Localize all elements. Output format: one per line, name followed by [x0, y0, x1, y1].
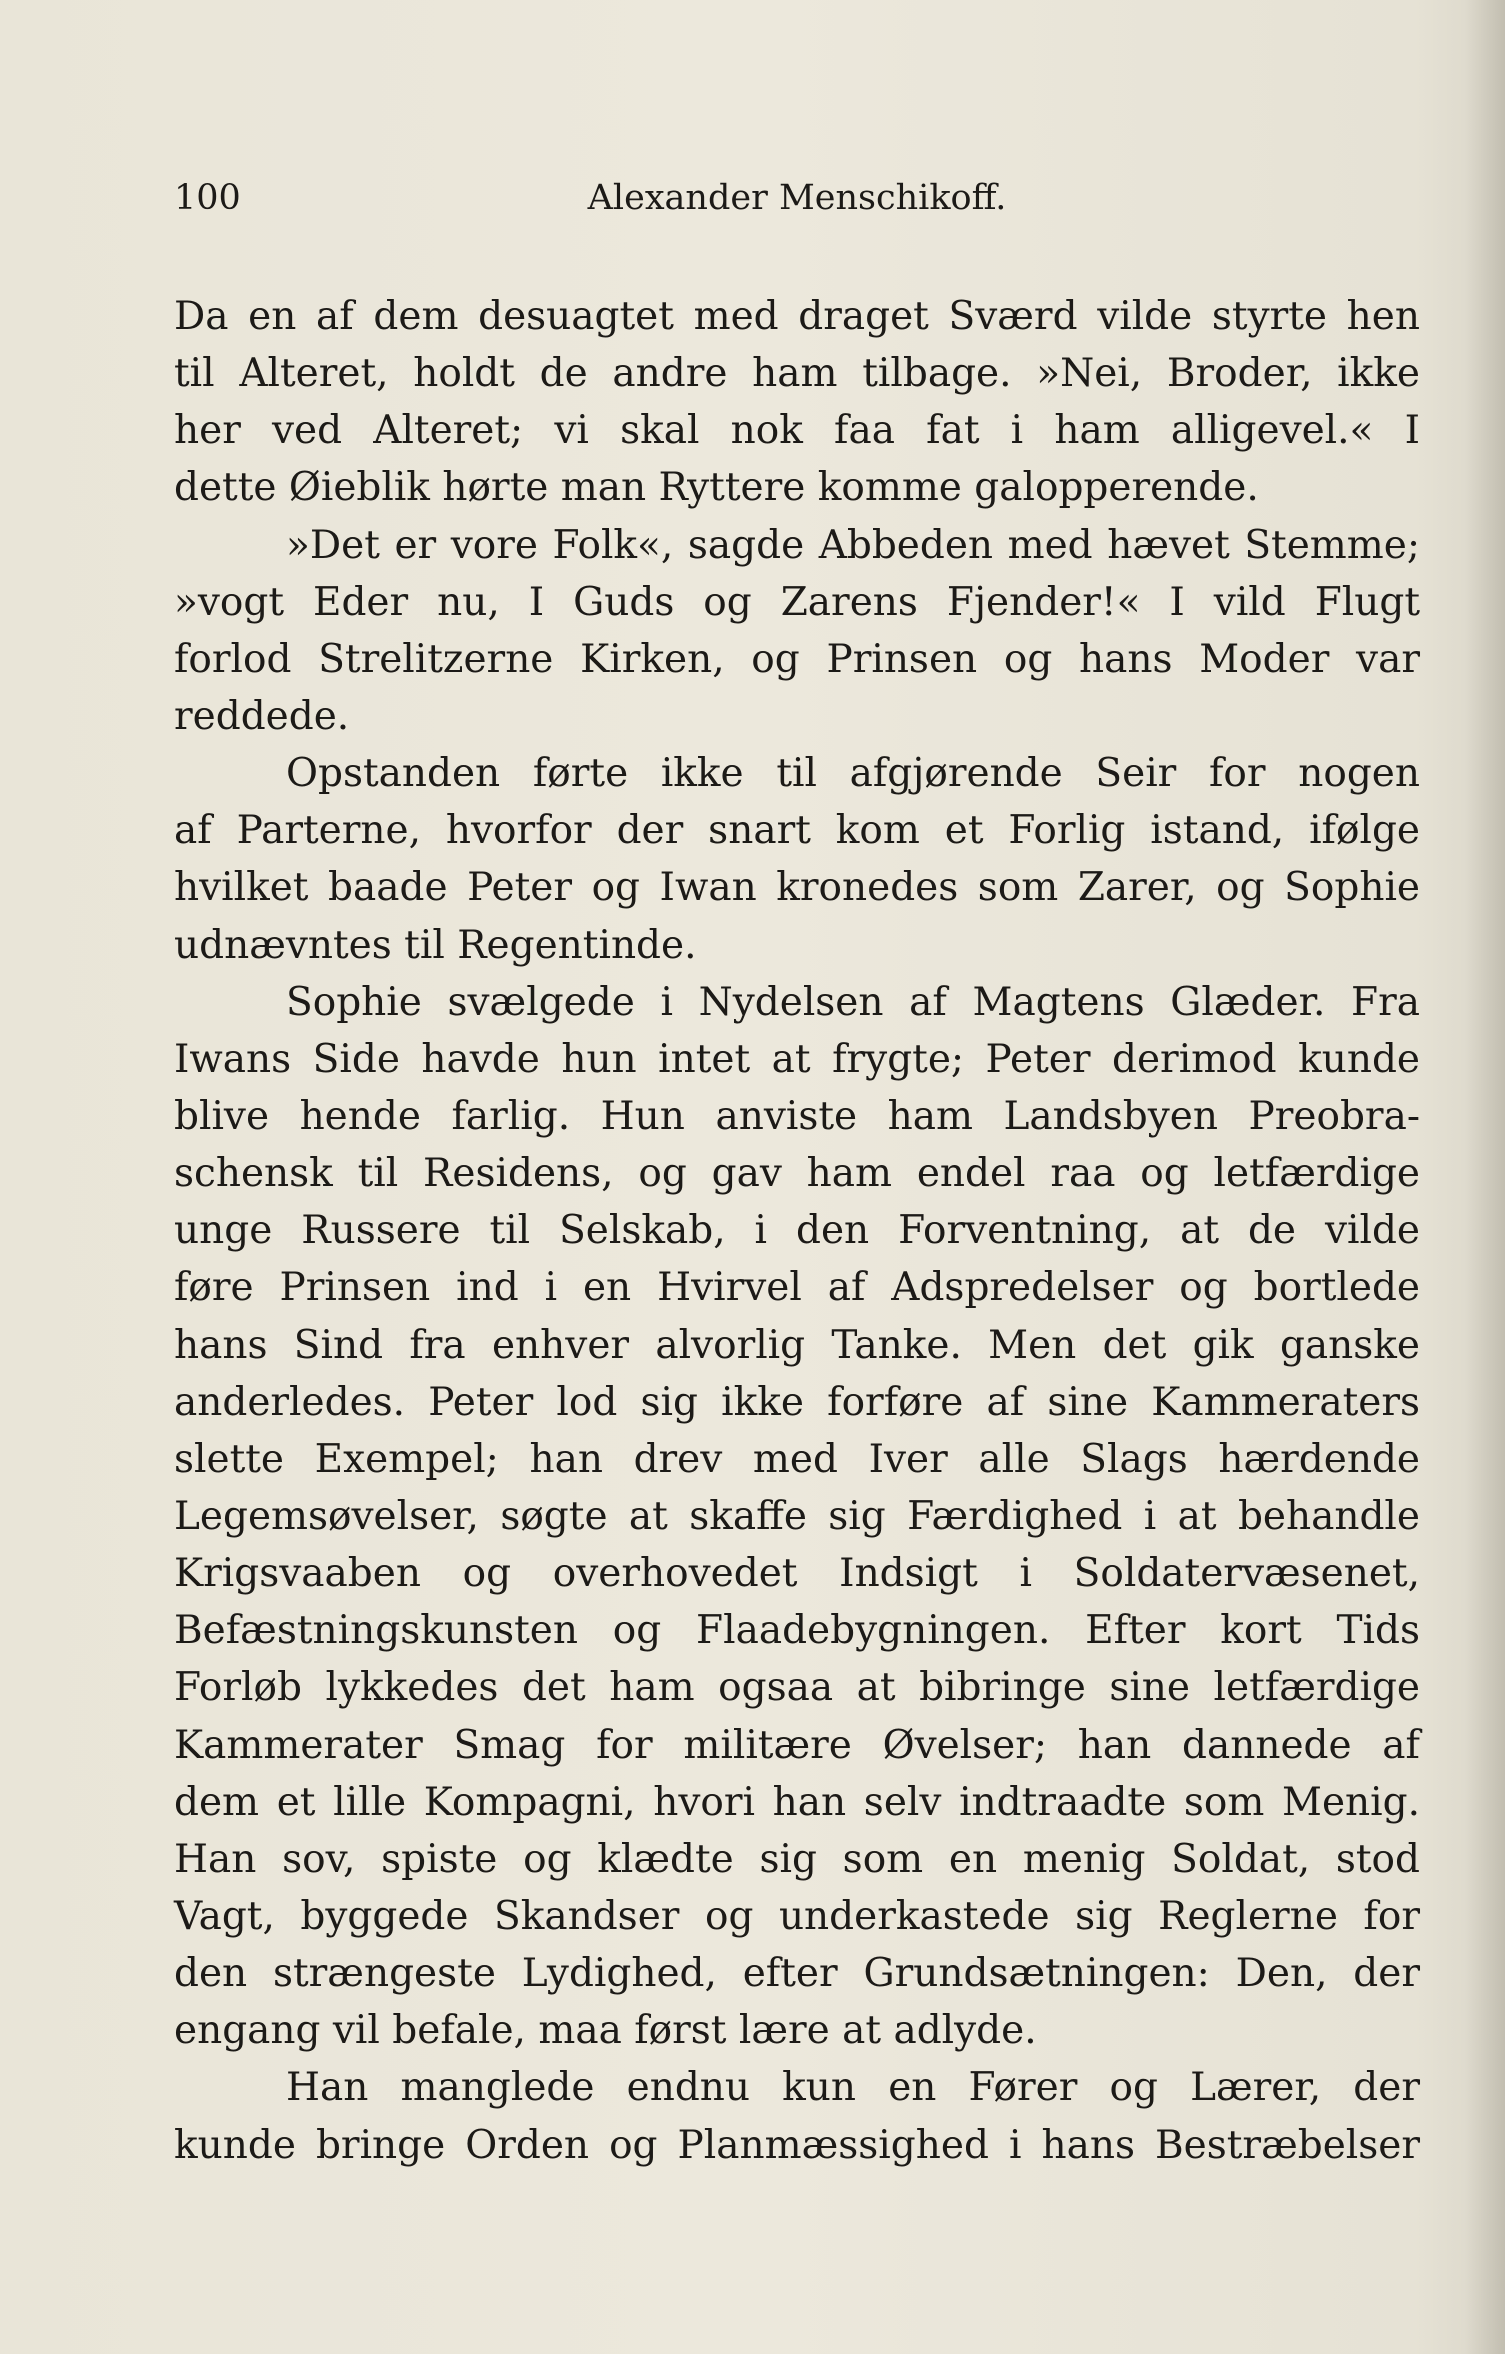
text-line: »Det er vore Folk«, sagde Abbeden med hævet Stemme; [286, 522, 1420, 568]
text-line: reddede. [174, 693, 350, 739]
text-line: Befæstningskunsten og Flaadebygningen. Efter kort Tids [174, 1608, 1420, 1654]
text-line: til Alteret, holdt de andre ham tilbage. »Nei, Broder, ikke [174, 351, 1420, 397]
text-line: udnævntes til Regentinde. [174, 922, 697, 968]
text-line: blive hende farlig. Hun anviste ham Landsbyen Preobra- [174, 1093, 1420, 1139]
text-line: slette Exempel; han drev med Iver alle Slags hærdende [174, 1436, 1420, 1482]
text-line: Kammerater Smag for militære Øvelser; han dannede af [174, 1722, 1420, 1768]
text-line: unge Russere til Selskab, i den Forventning, at de vilde [174, 1208, 1420, 1254]
text-line: kunde bringe Orden og Planmæssighed i hans Bestræbelser [174, 2122, 1420, 2168]
text-line: den strængeste Lydighed, efter Grundsætningen: Den, der [174, 1951, 1420, 1997]
body-text [174, 288, 1420, 2174]
text-line: Da en af dem desuagtet med draget Sværd vilde styrte hen [174, 294, 1420, 339]
text-line: anderledes. Peter lod sig ikke forføre af sine Kammeraters [174, 1379, 1420, 1425]
text-line: dette Øieblik hørte man Ryttere komme galopperende. [174, 465, 1259, 511]
text-line: dem et lille Kompagni, hvori han selv indtraadte som Menig. [174, 1779, 1420, 1825]
page-number: 100 [174, 178, 241, 218]
text-line: Opstanden førte ikke til afgjørende Seir for nogen [286, 751, 1420, 797]
text-line: »vogt Eder nu, I Guds og Zarens Fjender!« I vild Flugt [174, 579, 1420, 625]
running-title: Alexander Menschikoff. [587, 178, 1007, 218]
text-line: føre Prinsen ind i en Hvirvel af Adspredelser og bortlede [174, 1265, 1420, 1311]
text-line: Iwans Side havde hun intet at frygte; Peter derimod kunde [174, 1036, 1420, 1082]
text-line: Krigsvaaben og overhovedet Indsigt i Soldatervæsenet, [174, 1551, 1420, 1597]
text-line: hans Sind fra enhver alvorlig Tanke. Men det gik ganske [174, 1322, 1420, 1368]
text-line: forlod Strelitzerne Kirken, og Prinsen og hans Moder var [174, 636, 1420, 682]
text-line: Legemsøvelser, søgte at skaffe sig Færdighed i at behandle [174, 1493, 1420, 1539]
text-line: af Parterne, hvorfor der snart kom et Forlig istand, ifølge [174, 808, 1420, 854]
text-line: schensk til Residens, og gav ham endel raa og letfærdige [174, 1151, 1420, 1197]
text-line: engang vil befale, maa først lære at adlyde. [174, 2008, 1037, 2054]
text-line: Vagt, byggede Skandser og underkastede sig Reglerne for [174, 1893, 1420, 1939]
text-line: her ved Alteret; vi skal nok faa fat i ham alligevel.« I [174, 408, 1420, 454]
text-line: Han sov, spiste og klædte sig som en menig Soldat, stod [174, 1836, 1420, 1882]
page-header [174, 178, 1420, 228]
page-edge-shadow [1465, 0, 1505, 2354]
text-line: Sophie svælgede i Nydelsen af Magtens Glæder. Fra [286, 979, 1420, 1025]
text-line: Han manglede endnu kun en Fører og Lærer, der [286, 2065, 1420, 2111]
text-line: Forløb lykkedes det ham ogsaa at bibringe sine letfærdige [174, 1665, 1420, 1711]
text-line: hvilket baade Peter og Iwan kronedes som Zarer, og Sophie [174, 865, 1420, 911]
